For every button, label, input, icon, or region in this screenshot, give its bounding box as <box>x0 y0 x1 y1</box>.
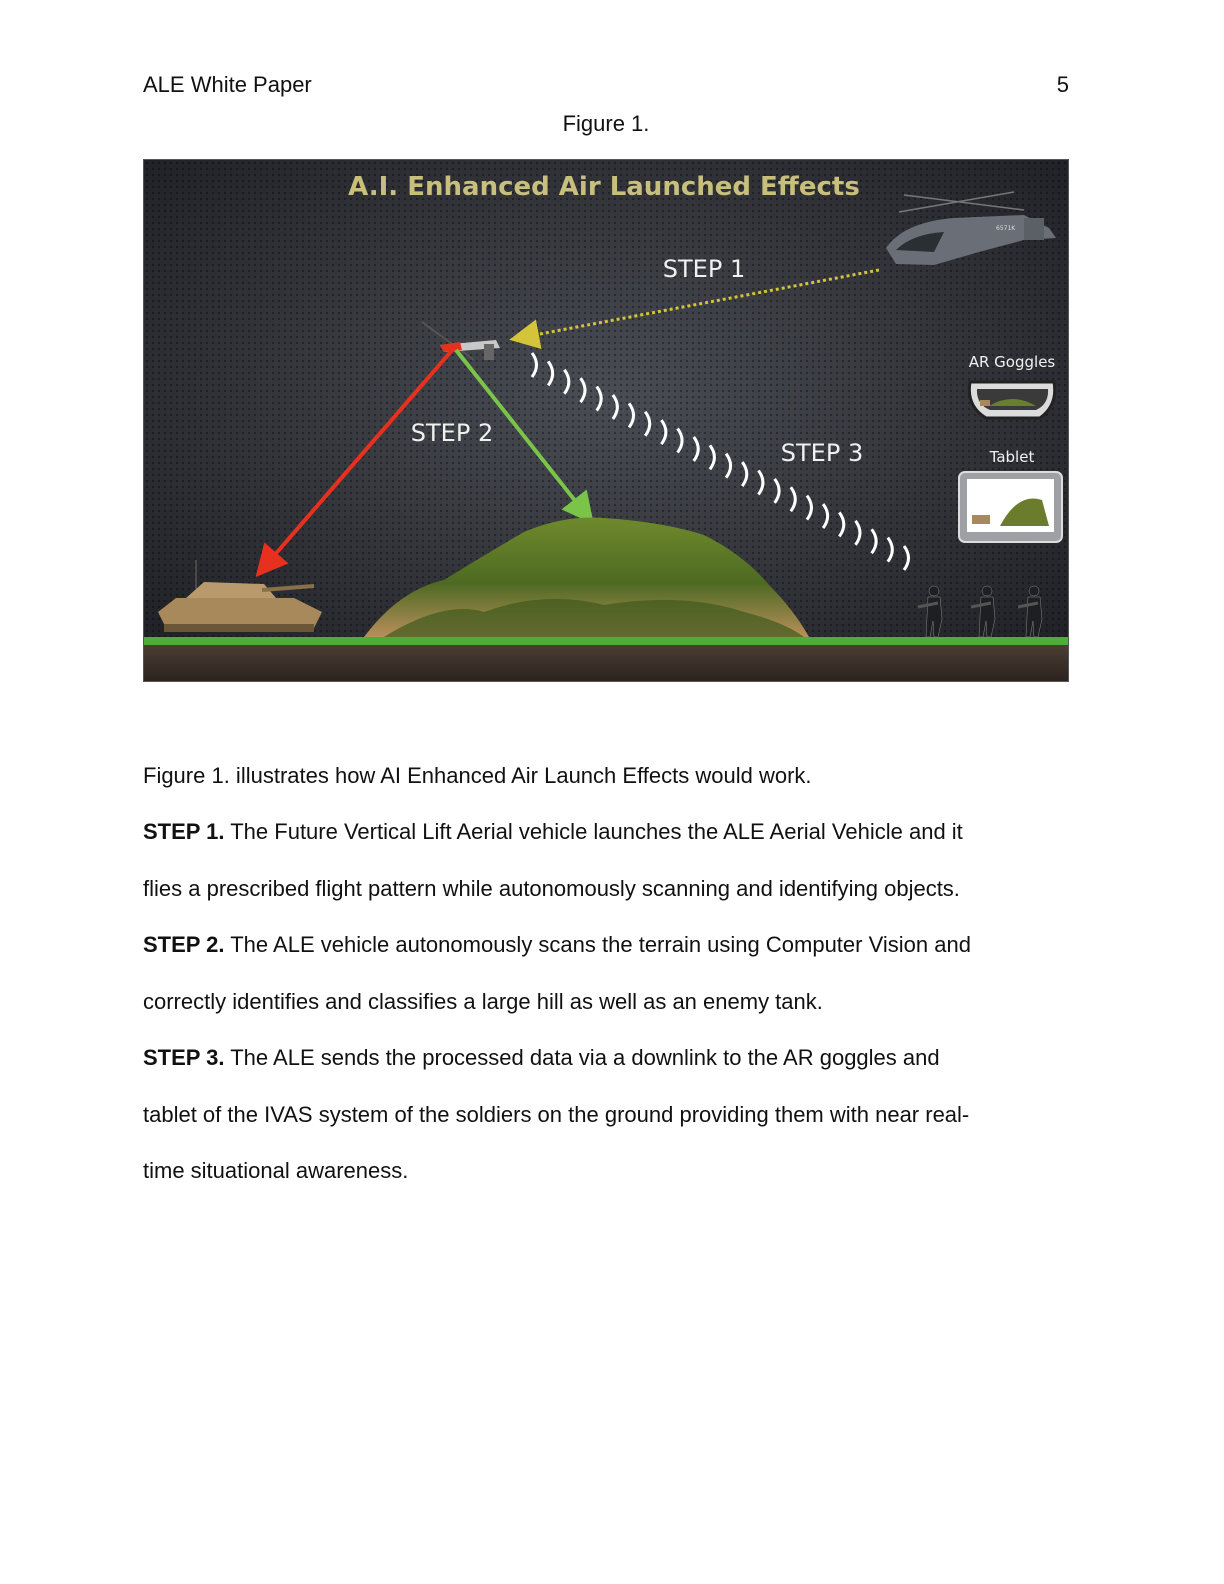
figure-1-illustration <box>143 159 1069 682</box>
step3-label: STEP 3 <box>780 439 864 467</box>
figure-title: A.I. Enhanced Air Launched Effects <box>348 172 860 202</box>
step3-paragraph-line3: time situational awareness. <box>143 1158 409 1183</box>
running-header-title: ALE White Paper <box>143 72 312 97</box>
step2-label-text: STEP 2. <box>143 932 225 957</box>
body-text <box>143 760 1073 1200</box>
step2-label: STEP 2 <box>410 419 494 447</box>
step1-paragraph-line1: STEP 1. The Future Vertical Lift Aerial vehicle launches the ALE Aerial Vehicle and it <box>143 819 963 844</box>
step3-paragraph-line2: tablet of the IVAS system of the soldiers on the ground providing them with near real- <box>143 1101 970 1127</box>
step3-label-text: STEP 3. <box>143 1045 225 1070</box>
figure-description: Figure 1. illustrates how AI Enhanced Air Launch Effects would work. <box>143 763 812 788</box>
ground-strip <box>144 637 1069 645</box>
step1-label-text: STEP 1. <box>143 819 225 844</box>
ar-goggles-label: AR Goggles <box>968 353 1056 371</box>
soil-strip <box>144 645 1069 682</box>
tablet-icon <box>959 472 1062 542</box>
page-number: 5 <box>1056 72 1069 97</box>
step2-paragraph-line2: correctly identifies and classifies a large hill as well as an enemy tank. <box>143 988 823 1014</box>
helicopter-tail-number: 6571K <box>996 225 1016 232</box>
step2-paragraph-line1: STEP 2. The ALE vehicle autonomously scans the terrain using Computer Vision and <box>143 932 971 957</box>
tablet-label: Tablet <box>989 448 1035 466</box>
step1-label: STEP 1 <box>662 255 746 283</box>
step1-paragraph-line2: flies a prescribed flight pattern while autonomously scanning and identifying objects. <box>143 875 960 901</box>
ar-goggles-icon <box>969 382 1054 418</box>
step3-paragraph-line1: STEP 3. The ALE sends the processed data via a downlink to the AR goggles and <box>143 1045 940 1070</box>
figure-caption: Figure 1. <box>562 111 650 136</box>
